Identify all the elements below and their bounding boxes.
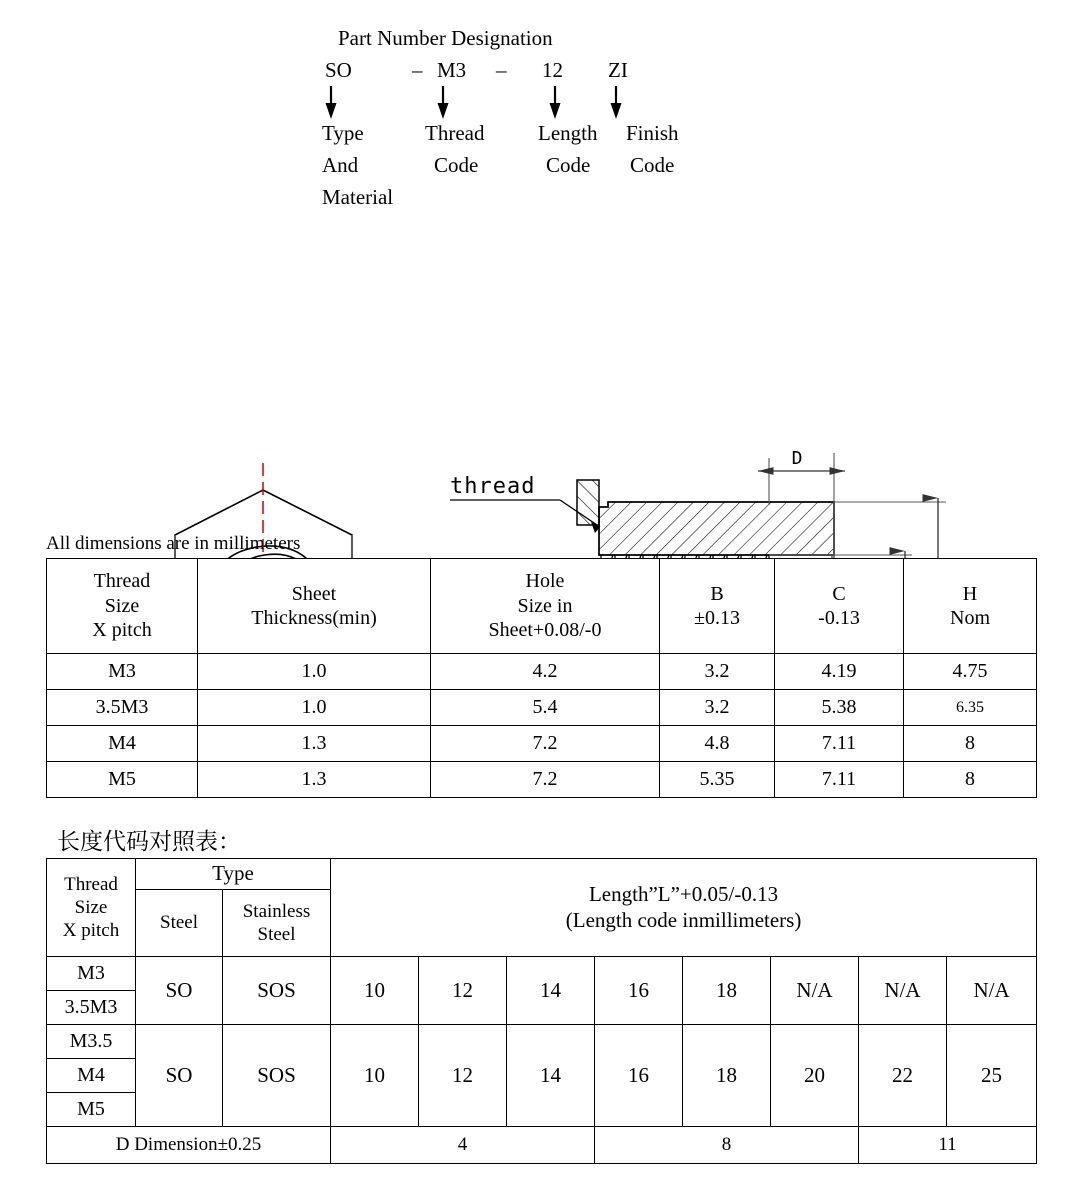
part-number-code-finish: ZI bbox=[608, 58, 628, 82]
table-row bbox=[47, 762, 1037, 798]
cell2-length: 25 bbox=[947, 1025, 1037, 1127]
cell-sheet: 1.3 bbox=[198, 726, 431, 762]
part-number-code-thread: M3 bbox=[437, 58, 467, 82]
cell2-length: 18 bbox=[683, 957, 771, 1025]
cell2-length: 14 bbox=[507, 957, 595, 1025]
th2-type: Type bbox=[136, 859, 331, 890]
cell-thread: 3.5M3 bbox=[47, 690, 198, 726]
part-number-label-length-1: Length bbox=[538, 121, 598, 145]
cell2-length: N/A bbox=[947, 957, 1037, 1025]
cell2-length: 12 bbox=[419, 957, 507, 1025]
technical-drawing-area bbox=[0, 215, 1082, 535]
cell-b: 5.35 bbox=[660, 762, 775, 798]
cell-thread: M4 bbox=[47, 726, 198, 762]
drawing-svg bbox=[0, 215, 1082, 535]
down-arrow-icon-type bbox=[324, 86, 338, 120]
cell2-stainless: SOS bbox=[223, 1025, 331, 1127]
part-number-label-thread-1: Thread bbox=[425, 121, 485, 145]
cell-b: 3.2 bbox=[660, 690, 775, 726]
th2-length: Length”L”+0.05/-0.13 (Length code inmillimeters) bbox=[331, 859, 1037, 957]
cell-hole: 7.2 bbox=[431, 726, 660, 762]
cell2-length: N/A bbox=[771, 957, 859, 1025]
part-number-label-type-1: Type bbox=[322, 121, 364, 145]
cell2-thread: M5 bbox=[47, 1093, 136, 1127]
part-number-separator-2: – bbox=[496, 58, 507, 82]
cell2-length: 10 bbox=[331, 1025, 419, 1127]
cell2-length: 14 bbox=[507, 1025, 595, 1127]
part-number-label-length-2: Code bbox=[546, 153, 591, 177]
th-sheet-thickness: Sheet Thickness(min) bbox=[198, 559, 431, 654]
table-row bbox=[47, 690, 1037, 726]
cell2-length: 22 bbox=[859, 1025, 947, 1127]
cell2-length: 12 bbox=[419, 1025, 507, 1127]
th-thread-size: Thread Size X pitch bbox=[47, 559, 198, 654]
part-number-label-finish-1: Finish bbox=[626, 121, 679, 145]
cell-h: 8 bbox=[904, 726, 1037, 762]
length-code-table bbox=[46, 858, 1037, 1164]
cell-hole: 5.4 bbox=[431, 690, 660, 726]
length-code-table-title: 长度代码对照表： bbox=[57, 829, 241, 855]
cell2-thread: M4 bbox=[47, 1059, 136, 1093]
th2-stainless: Stainless Steel bbox=[223, 890, 331, 957]
cell-thread: M3 bbox=[47, 654, 198, 690]
down-arrow-icon-finish bbox=[609, 86, 623, 120]
cell-sheet: 1.0 bbox=[198, 690, 431, 726]
part-number-separator-1: – bbox=[412, 58, 423, 82]
cell2-length: 16 bbox=[595, 957, 683, 1025]
cell-b: 3.2 bbox=[660, 654, 775, 690]
cell-c: 7.11 bbox=[775, 726, 904, 762]
part-number-label-type-3: Material bbox=[322, 185, 394, 209]
th-b: B ±0.13 bbox=[660, 559, 775, 654]
cell2-d-dimension-value: 11 bbox=[859, 1127, 1037, 1164]
cell-sheet: 1.0 bbox=[198, 654, 431, 690]
cell-c: 4.19 bbox=[775, 654, 904, 690]
th2-steel: Steel bbox=[136, 890, 223, 957]
cell2-length: 20 bbox=[771, 1025, 859, 1127]
part-number-title: Part Number Designation bbox=[338, 26, 553, 50]
part-number-label-finish-2: Code bbox=[630, 153, 675, 177]
cell-hole: 4.2 bbox=[431, 654, 660, 690]
cell-h: 6.35 bbox=[904, 690, 1037, 726]
cell-sheet: 1.3 bbox=[198, 762, 431, 798]
table2-row-group1-a bbox=[47, 957, 1037, 991]
cell2-length: N/A bbox=[859, 957, 947, 1025]
th-c: C -0.13 bbox=[775, 559, 904, 654]
cell2-thread: 3.5M3 bbox=[47, 991, 136, 1025]
cell-thread: M5 bbox=[47, 762, 198, 798]
cell2-steel: SO bbox=[136, 957, 223, 1025]
cell-h: 8 bbox=[904, 762, 1037, 798]
cell2-stainless: SOS bbox=[223, 957, 331, 1025]
cell2-d-dimension-value: 4 bbox=[331, 1127, 595, 1164]
cell-hole: 7.2 bbox=[431, 762, 660, 798]
cell2-length: 16 bbox=[595, 1025, 683, 1127]
thread-callout-label: thread bbox=[450, 474, 536, 499]
part-number-label-type-2: And bbox=[322, 153, 359, 177]
cell-c: 7.11 bbox=[775, 762, 904, 798]
table2-row-group2-a bbox=[47, 1025, 1037, 1059]
table-header-row bbox=[47, 559, 1037, 654]
part-number-label-thread-2: Code bbox=[434, 153, 479, 177]
dimensions-table bbox=[46, 558, 1037, 798]
part-number-code-type: SO bbox=[325, 58, 352, 82]
cell2-thread: M3.5 bbox=[47, 1025, 136, 1059]
cell2-thread: M3 bbox=[47, 957, 136, 991]
table-row bbox=[47, 726, 1037, 762]
part-number-code-length: 12 bbox=[542, 58, 563, 82]
cell2-d-dimension-value: 8 bbox=[595, 1127, 859, 1164]
units-note: All dimensions are in millimeters bbox=[46, 533, 301, 554]
cell2-d-dimension-label: D Dimension±0.25 bbox=[47, 1127, 331, 1164]
th2-thread-size: Thread Size X pitch bbox=[47, 859, 136, 957]
table-row bbox=[47, 654, 1037, 690]
table2-header-row-1 bbox=[47, 859, 1037, 890]
cell-b: 4.8 bbox=[660, 726, 775, 762]
part-number-designation-block bbox=[0, 0, 1082, 215]
th-h: H Nom bbox=[904, 559, 1037, 654]
dimension-label-D: D bbox=[791, 448, 803, 469]
cell2-steel: SO bbox=[136, 1025, 223, 1127]
down-arrow-icon-length bbox=[548, 86, 562, 120]
cell-c: 5.38 bbox=[775, 690, 904, 726]
cell-h: 4.75 bbox=[904, 654, 1037, 690]
cell2-length: 10 bbox=[331, 957, 419, 1025]
th-hole-size: Hole Size in Sheet+0.08/-0 bbox=[431, 559, 660, 654]
table2-row-d-dimension bbox=[47, 1127, 1037, 1164]
cell2-length: 18 bbox=[683, 1025, 771, 1127]
down-arrow-icon-thread bbox=[436, 86, 450, 120]
